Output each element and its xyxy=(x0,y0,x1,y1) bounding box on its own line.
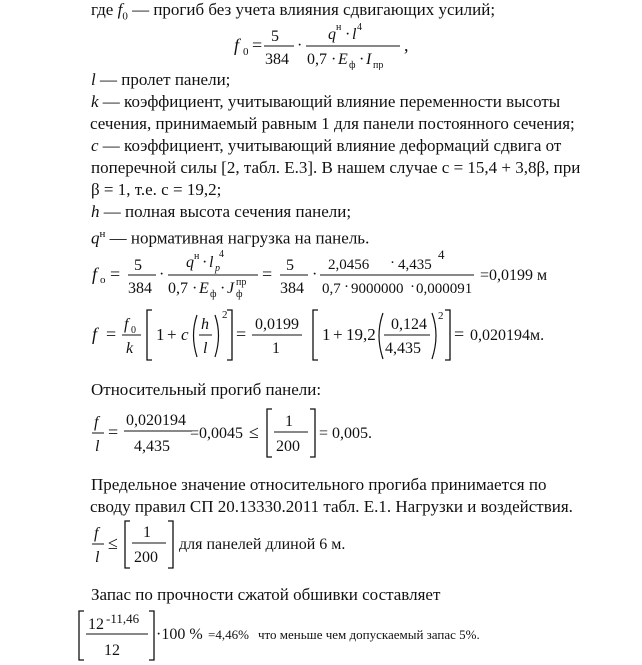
reserve-formula xyxy=(76,608,536,664)
cf0-result: =0,0199 м xyxy=(480,267,548,284)
f0-E-sub: ф xyxy=(349,60,356,70)
f0-symbol: f xyxy=(117,0,123,19)
lf-bracket-right xyxy=(168,521,173,568)
cf0-J: J xyxy=(227,280,235,297)
f0-subscript: 0 xyxy=(122,10,128,23)
f0-den-dot2: · xyxy=(359,51,365,68)
cf0-den2-dot2: · xyxy=(410,279,415,295)
cf0-lp-sup: 4 xyxy=(219,249,224,260)
f0-lhs: f xyxy=(234,35,240,55)
cf-val-num: 0,0199 xyxy=(255,316,299,333)
def-c-text2: поперечной силы [2, табл. Е.3]. В нашем случае c = 15,4 + 3,8β, при xyxy=(91,158,581,177)
cf0-frac2-den: 384 xyxy=(280,280,304,297)
cf0-q: q xyxy=(186,254,194,271)
cr-lim-num: 1 xyxy=(285,413,293,430)
cf-eq: = xyxy=(106,324,117,344)
f0-l-sup: 4 xyxy=(357,22,362,33)
f0-den-coef: 0,7 xyxy=(307,51,327,68)
cf-paren2-left xyxy=(379,313,383,359)
f0-l: l xyxy=(352,26,357,43)
rs-bracket-right xyxy=(149,611,154,660)
cf0-dot: · xyxy=(159,266,165,283)
formula-f0 xyxy=(232,20,432,70)
def-l-sym: l xyxy=(91,70,96,89)
def-k xyxy=(91,91,580,113)
cf-c: c xyxy=(181,325,189,344)
cf-one: 1 xyxy=(156,325,165,344)
rs-den: 12 xyxy=(104,642,120,659)
cr-den: 4,435 xyxy=(134,438,170,455)
def-c-cont2 xyxy=(91,179,580,201)
def-q-sym: q xyxy=(91,228,100,248)
def-c-text3: β = 1, т.е. c = 19,2; xyxy=(91,180,222,199)
def-l xyxy=(91,69,580,91)
cf0-J-sup: пр xyxy=(236,277,247,288)
lf-lim-num: 1 xyxy=(143,524,151,541)
calc-f xyxy=(86,307,556,367)
f0-den-dot: · xyxy=(331,51,337,68)
cf-bracket-left xyxy=(147,310,152,360)
cf0-lp: l xyxy=(209,254,214,271)
f0-dot2: · xyxy=(345,26,351,43)
rs-num-b: -11,46 xyxy=(106,611,140,626)
cf-plus2: + xyxy=(333,325,343,344)
cf0-eq2: = xyxy=(262,264,273,284)
cf0-J-sub: ф xyxy=(236,289,243,300)
cf-plus: + xyxy=(167,325,177,344)
lf-le: ≤ xyxy=(108,533,118,553)
f0-q: q xyxy=(328,26,336,43)
lf-f: f xyxy=(94,525,99,542)
relative-title: Относительный прогиб панели: xyxy=(91,380,322,399)
f0-q-sup: н xyxy=(336,22,342,33)
def-c-cont xyxy=(91,157,580,179)
cf0-eq-sign: = xyxy=(110,264,121,284)
cf-bracket2-left xyxy=(313,310,318,360)
cf-k: k xyxy=(126,340,134,357)
cr-result: = 0,005. xyxy=(319,425,373,442)
limit-text xyxy=(91,474,573,518)
where-prefix: где xyxy=(91,0,118,19)
limit-formula xyxy=(86,518,416,572)
cf0-E: E xyxy=(199,280,209,297)
f0-frac-den: 384 xyxy=(265,51,289,68)
cr-bracket-right xyxy=(310,409,315,457)
cf-f0: f xyxy=(124,316,129,333)
cf0-frac-num: 5 xyxy=(134,257,142,274)
cf0-den-J: 0,000091 xyxy=(416,281,473,297)
cf-eq3: = xyxy=(454,324,465,344)
f0-I: I xyxy=(366,51,372,68)
cr-num: 0,020194 xyxy=(126,412,186,429)
cf0-frac2-num: 5 xyxy=(286,257,294,274)
lf-tail: для панелей длиной 6 м. xyxy=(179,536,346,553)
cf-lhs: f xyxy=(92,324,98,344)
where-text: — прогиб без учета влияния сдвигающих усилий; xyxy=(127,0,496,19)
lf-bracket-left xyxy=(125,521,130,568)
def-l-text: — пролет панели; xyxy=(95,70,231,89)
cf0-num-l: 4,435 xyxy=(398,257,432,273)
calc-f0 xyxy=(88,245,548,305)
cf-l: l xyxy=(203,340,208,357)
cf-l-val: 4,435 xyxy=(385,340,421,357)
cf0-den-coef: 0,7 xyxy=(168,280,188,297)
cf-bracket-right xyxy=(227,310,232,360)
def-k-cont xyxy=(90,113,580,135)
f0-E: E xyxy=(338,51,348,68)
cf0-den-dot2: · xyxy=(220,280,226,297)
def-h xyxy=(91,201,580,223)
cr-bracket-left xyxy=(267,409,272,457)
limit-text-2: своду правил СП 20.13330.2011 табл. Е.1. Нагрузки и воздействия. xyxy=(90,497,573,516)
rs-num-a: 12 xyxy=(88,616,104,633)
f0-frac-num: 5 xyxy=(271,28,279,45)
cf0-den2-dot: · xyxy=(344,279,349,295)
cf-paren-left xyxy=(194,315,198,357)
cf0-lhs-sub: o xyxy=(100,274,106,286)
cf0-den-E: 9000000 xyxy=(351,281,404,297)
f0-lhs-sub: 0 xyxy=(243,46,249,58)
cf-paren2-right xyxy=(432,313,436,359)
def-k-sym: k xyxy=(91,92,99,111)
cf0-q-sup: н xyxy=(194,251,200,262)
cf0-num-dot: · xyxy=(390,255,395,271)
cf0-lhs: f xyxy=(92,264,98,284)
cf-one2: 1 xyxy=(322,325,331,344)
cf-sq2: 2 xyxy=(438,310,444,322)
def-h-sym: h xyxy=(91,202,100,221)
cf0-den-dot: · xyxy=(192,280,198,297)
lf-l: l xyxy=(95,549,100,566)
cf-sq: 2 xyxy=(222,309,228,321)
limit-text-1: Предельное значение относительного прогиба принимается по xyxy=(91,475,547,494)
cf0-lp-sub: p xyxy=(215,263,220,274)
cf0-frac-den: 384 xyxy=(128,280,152,297)
cr-le: ≤ xyxy=(249,422,259,442)
calc-relative xyxy=(86,405,446,463)
rs-val: =4,46% xyxy=(208,627,249,642)
cf-h-val: 0,124 xyxy=(391,316,427,333)
cr-f: f xyxy=(94,414,99,431)
cf0-dot3: · xyxy=(312,266,318,283)
def-q-text: — нормативная нагрузка на панель. xyxy=(105,228,370,248)
def-k-text: — коэффициент, учитывающий влияние переменности высоты xyxy=(98,92,561,111)
rs-pct: ·100 % xyxy=(156,626,203,643)
def-c xyxy=(91,135,580,157)
cr-eq: = xyxy=(108,422,119,442)
def-h-text: — полная высота сечения панели; xyxy=(99,202,352,221)
cf-result: 0,020194м. xyxy=(470,327,545,344)
def-c-text: — коэффициент, учитывающий влияние деформаций сдвига от xyxy=(98,136,562,155)
cr-l: l xyxy=(95,438,100,455)
definitions xyxy=(91,69,580,250)
f0-I-sub: пр xyxy=(373,60,384,70)
reserve-title: Запас по прочности сжатой обшивки составляет xyxy=(91,585,441,604)
cf-paren-right xyxy=(215,315,219,357)
cf-f0-sub: 0 xyxy=(131,325,136,336)
lf-lim-den: 200 xyxy=(134,549,158,566)
cf-c-val: 19,2 xyxy=(346,325,376,344)
cr-val: =0,0045 xyxy=(190,425,244,442)
cf0-E-sub: ф xyxy=(210,289,217,300)
cf-eq2: = xyxy=(236,324,247,344)
def-q-sup: н xyxy=(99,228,106,240)
rs-tail: что меньше чем допускаемый запас 5%. xyxy=(258,627,480,642)
cf-bracket2-right xyxy=(445,310,450,360)
cf0-den2-coef: 0,7 xyxy=(322,281,341,297)
cf-h: h xyxy=(201,316,209,333)
def-k-text2: сечения, принимаемый равным 1 для панели постоянного сечения; xyxy=(90,114,575,133)
f0-comma: , xyxy=(404,35,409,55)
f0-dot: · xyxy=(297,37,303,54)
f0-eq: = xyxy=(252,35,263,55)
def-c-sym: c xyxy=(91,136,99,155)
cf0-num-l-sup: 4 xyxy=(438,247,445,262)
cf0-num-val: 2,0456 xyxy=(328,257,370,273)
cf-val-den: 1 xyxy=(272,340,280,357)
cf0-dot2: · xyxy=(202,254,208,271)
cr-lim-den: 200 xyxy=(276,438,300,455)
rs-bracket-left xyxy=(79,611,84,660)
